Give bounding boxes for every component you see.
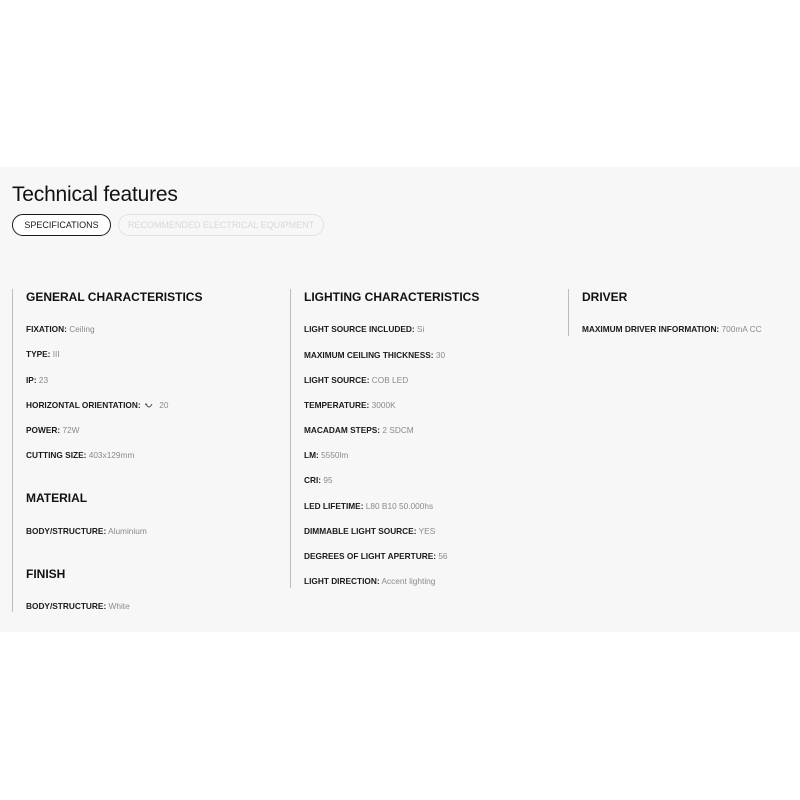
spec-row-cutting-size [26,450,134,461]
spec-key: DEGREES OF LIGHT APERTURE: [304,551,436,561]
general-characteristics-heading: GENERAL CHARACTERISTICS [26,290,203,304]
spec-row-horizontal-orientation [26,400,168,411]
spec-value: White [108,601,130,611]
spec-row-light-source-included [304,324,424,335]
spec-key: DIMMABLE LIGHT SOURCE: [304,526,417,536]
spec-row-maximum-driver-information [582,324,762,335]
spec-key: FIXATION: [26,324,67,334]
spec-row-led-lifetime [304,501,433,512]
spec-key: BODY/STRUCTURE: [26,601,107,611]
spec-value: Accent lighting [381,576,436,586]
spec-key: LIGHT SOURCE: [304,375,370,385]
spec-value: 56 [438,551,448,561]
spec-key: HORIZONTAL ORIENTATION: [26,400,141,410]
spec-value: 2 SDCM [382,425,414,435]
spec-key: BODY/STRUCTURE: [26,526,107,536]
spec-key: MACADAM STEPS: [304,425,381,435]
spec-key: POWER: [26,425,61,435]
spec-row-degrees-of-light-aperture [304,551,448,562]
spec-value: 3000K [371,400,396,410]
driver-heading: DRIVER [582,290,628,304]
spec-value: Aluminium [108,526,147,536]
spec-row-material-body [26,526,147,537]
spec-row-maximum-ceiling-thickness [304,350,445,361]
spec-value: 30 [435,350,446,360]
spec-row-temperature [304,400,396,411]
spec-value: 72W [62,425,80,435]
driver-column [568,289,793,336]
spec-value: 23 [38,375,49,385]
spec-key: LIGHT DIRECTION: [304,576,380,586]
spec-value: Ceiling [69,324,95,334]
spec-value: 5550lm [321,450,349,460]
spec-value: YES [418,526,436,536]
spec-key: MAXIMUM CEILING THICKNESS: [304,350,434,360]
spec-row-macadam-steps [304,425,414,436]
spec-row-cri [304,475,333,486]
spec-value: 20 [159,400,169,410]
spec-key: TYPE: [26,349,51,359]
spec-key: LIGHT SOURCE INCLUDED: [304,324,415,334]
spec-row-light-direction [304,576,435,587]
material-heading: MATERIAL [26,491,88,505]
spec-value: L80 B10 50.000hs [365,501,434,511]
general-characteristics-column [12,289,282,612]
tab-recommended-electrical-equipment[interactable]: RECOMMENDED ELECTRICAL EQUIPMENT [118,214,324,236]
spec-row-type [26,349,60,360]
spec-value: 403x129mm [88,450,135,460]
spec-row-ip [26,375,48,386]
spec-value: Si [416,324,425,334]
spec-value: COB LED [371,375,409,385]
spec-row-fixation [26,324,95,335]
tab-specifications[interactable]: SPECIFICATIONS [12,214,111,236]
spec-key: MAXIMUM DRIVER INFORMATION: [582,324,720,334]
spec-key: CUTTING SIZE: [26,450,87,460]
spec-row-power [26,425,79,436]
spec-key: LED LIFETIME: [304,501,364,511]
lighting-characteristics-heading: LIGHTING CHARACTERISTICS [304,290,480,304]
spec-key: LM: [304,450,319,460]
spec-value: 700mA CC [721,324,762,334]
page-title: Technical features [12,183,178,206]
spec-key: IP: [26,375,37,385]
spec-row-dimmable-light-source [304,526,435,537]
spec-key: CRI: [304,475,322,485]
spec-row-light-source [304,375,408,386]
spec-row-finish-body [26,601,130,612]
spec-row-lm [304,450,348,461]
spec-value: 95 [323,475,333,485]
lighting-characteristics-column [290,289,560,588]
spec-value: III [52,349,60,359]
finish-heading: FINISH [26,567,66,581]
spec-key: TEMPERATURE: [304,400,370,410]
horizontal-rotation-icon [145,403,153,409]
